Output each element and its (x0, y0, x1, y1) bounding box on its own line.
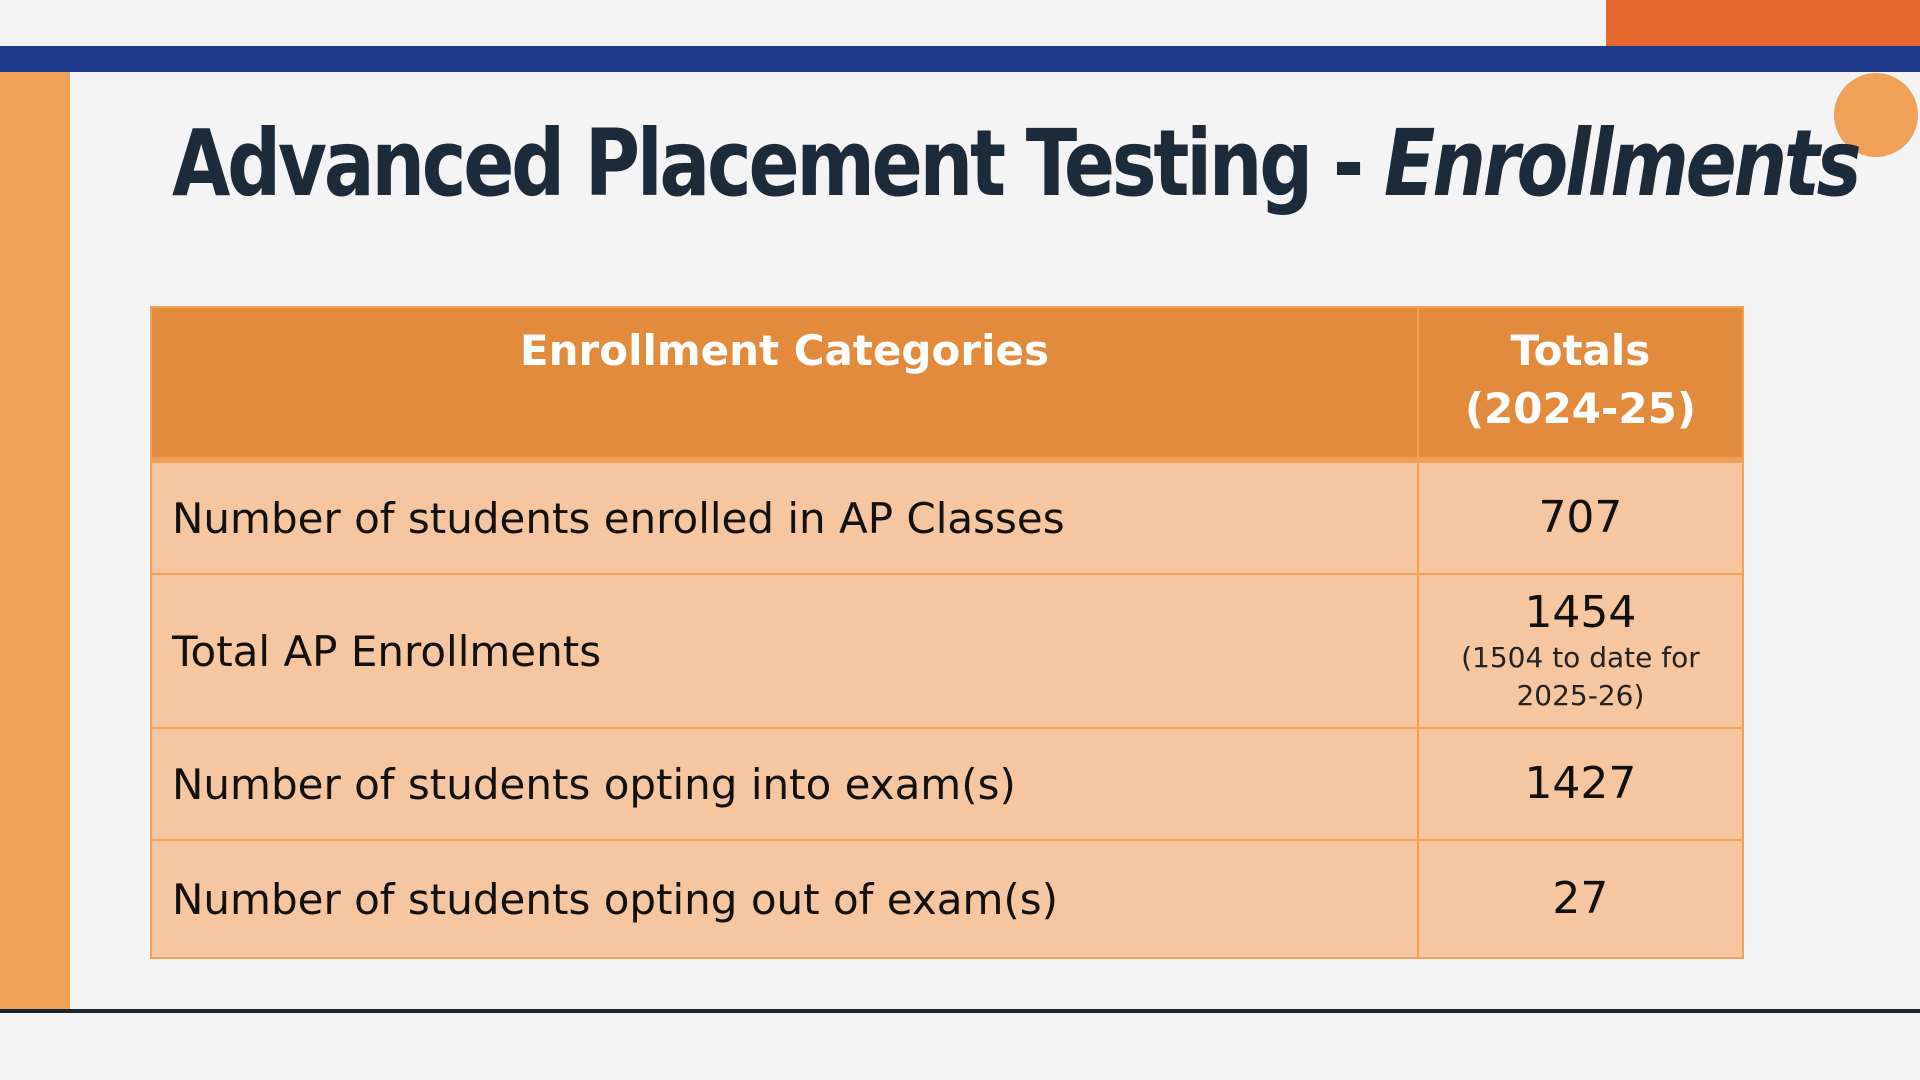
row-category: Number of students opting into exam(s) (151, 728, 1418, 840)
table-row (151, 840, 1743, 958)
header-enrollment-categories: Enrollment Categories (151, 307, 1418, 460)
header-totals-line2: (2024-25) (1464, 384, 1697, 433)
row-total (1418, 460, 1743, 574)
enrollment-table (150, 306, 1744, 959)
header-totals-line1: Totals (1510, 326, 1651, 375)
row-total-value: 1427 (1524, 758, 1637, 809)
top-orange-block (1606, 0, 1920, 47)
row-category: Number of students enrolled in AP Classes (151, 460, 1418, 574)
title-emphasis: Enrollments (1383, 110, 1859, 217)
table-header-row (151, 307, 1743, 460)
bottom-rule (0, 1009, 1920, 1013)
row-category: Number of students opting out of exam(s) (151, 840, 1418, 958)
top-navy-bar (0, 46, 1920, 72)
row-total-value: 27 (1552, 873, 1609, 924)
row-total (1418, 574, 1743, 728)
row-category: Total AP Enrollments (151, 574, 1418, 728)
title-text: Advanced Placement Testing - (172, 110, 1384, 217)
row-total-value: 1454 (1524, 587, 1637, 638)
table-row (151, 460, 1743, 574)
header-totals (1418, 307, 1743, 460)
left-orange-bar (0, 72, 70, 1010)
table-row (151, 728, 1743, 840)
page-title (172, 110, 1858, 217)
table-row (151, 574, 1743, 728)
row-total-note-line2: 2025-26) (1516, 679, 1645, 712)
row-total (1418, 728, 1743, 840)
row-total (1418, 840, 1743, 958)
row-total-value: 707 (1538, 492, 1623, 543)
row-total-note-line1: (1504 to date for (1461, 641, 1700, 674)
